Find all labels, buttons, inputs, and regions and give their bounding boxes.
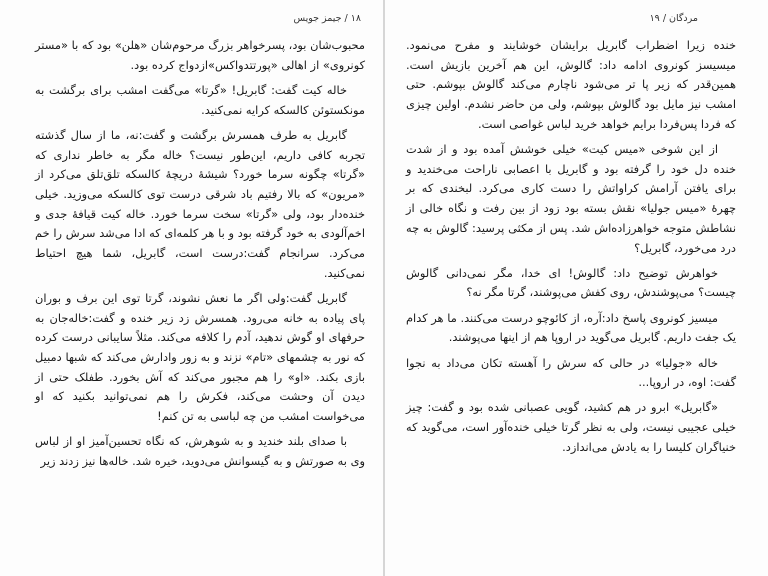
right-paragraph-3: خواهرش توضیح داد: گالوش! ای خدا، مگر نمی‌دانی گالوش چیست؟ می‌پوشندش، روی کفش می‌پوشند، گرتا مگر نه؟ <box>406 265 736 300</box>
left-paragraph-1: محبوب‌شان بود، پسرخواهر بزرگ مرحوم‌شان «هلن» بود که با «مستر کونروی» از اهالی «پورتتدواکس»ازدواج کرده بود. <box>35 38 365 72</box>
left-paragraph-4: گابریل گفت:ولی اگر ما نعش نشوند، گرتا توی این برف و بوران پای پیاده به خانه می‌رود. همسرش زد زیر خنده و گفت:خاله‌جان به حرفهای او گوش ندهید، آدم را کلافه می‌کند. مثلاً سایبانی درست کرده که نور به چشمهای «تام» نزند و به زور وادارش می‌کند که شبها دمبیل بازی بکند. «او» را هم مجبور می‌کند که آش بخورد. طفلک حتی از دیدن آن وحشت می‌کند، فکرش را هم نمی‌توانید بکنید که او می‌خواست امشب من چه لباسی به تن کنم! <box>35 290 365 424</box>
left-page-body <box>35 36 365 477</box>
right-page-header: مردگان / ۱۹ <box>649 13 698 24</box>
right-paragraph-6: «گابریل» ابرو در هم کشید، گویی عصبانی شده بود و گفت: چیز خیلی عجیبی نیست، ولی به نظر گرتا خیلی خنده‌آور است، می‌گوید که خنیاگران کلیسا را به یادش می‌اندازد. <box>406 400 736 454</box>
right-paragraph-5: خاله «جولیا» در حالی که سرش را آهسته تکان می‌داد به نجوا گفت: اوه، در اروپا... <box>406 355 736 390</box>
right-page <box>385 0 768 576</box>
right-paragraph-4: میسیز کونروی پاسخ داد:آره، از کائوچو درست می‌کنند. ما هر کدام یک جفت داریم. گابریل می‌گوید در اروپا هم از اینها می‌پوشند. <box>406 310 736 345</box>
left-page-header: ۱۸ / جیمز جویس <box>293 13 361 24</box>
left-page <box>0 0 383 576</box>
left-paragraph-3: گابریل به طرف همسرش برگشت و گفت:نه، ما از سال گذشته تجربه کافی داریم، این‌طور نیست؟ خاله مگر به خاطر نداری که «گرتا» چگونه سرما خورد؟ شیشهٔ دریچهٔ کالسکه تلق‌تلق می‌کرد از «مریون» که بالا رفتیم باد شرقی درست توی کالسکه می‌وزید. خیلی خنده‌دار بود، ولی «گرتا» سخت سرما خورد. خاله کیت قیافهٔ جدی و اخم‌آلودی به خود گرفته بود و با هر کلمه‌ای که ادا می‌شد سرش را خم می‌کرد. سرانجام گفت:درست است، گابریل، شما هیچ احتیاط نمی‌کنید. <box>35 127 365 280</box>
left-paragraph-5: با صدای بلند خندید و به شوهرش، که نگاه تحسین‌آمیز او از لباس وی به صورتش و به گیسوانش می‌دوید، خیره شد. خاله‌ها نیز زدند زیر <box>35 434 365 469</box>
left-paragraph-2: خاله کیت گفت: گابریل! «گرتا» می‌گفت امشب برای برگشت به مونکستوئن کالسکه کرایه نمی‌کنید. <box>35 82 365 117</box>
right-page-body <box>406 36 736 463</box>
right-paragraph-1: خنده زیرا اضطراب گابریل برایشان خوشایند و مفرح می‌نمود. میسیسز کونروی ادامه داد: گالوش، این هم آخرین بازیش است. همین‌قدر که زیر پا تر می‌شود ناچارم می‌کند گالوش بپوشم. حتی امشب نیز مایل بود گالوش بپوشم، ولی من حاضر نشدم. اولین چیزی که فردا پس‌فردا برایم خواهد خرید لباس غواصی است. <box>406 38 736 131</box>
right-paragraph-2: از این شوخی «میس کیت» خیلی خوشش آمده بود و از شدت خنده دل خود را گرفته بود و گابریل با اعصابی ناراحت می‌خندید و برای یافتن آرامش کراواتش را دست کاری می‌کرد. لبخندی که بر چهرهٔ «میس جولیا» نقش بسته بود زود از بین رفت و نگاه خالی از نشاطش متوجه خواهرزاده‌اش شد. پس از مکثی پرسید: گالوش به چه درد می‌خورد، گابریل؟ <box>406 142 736 255</box>
